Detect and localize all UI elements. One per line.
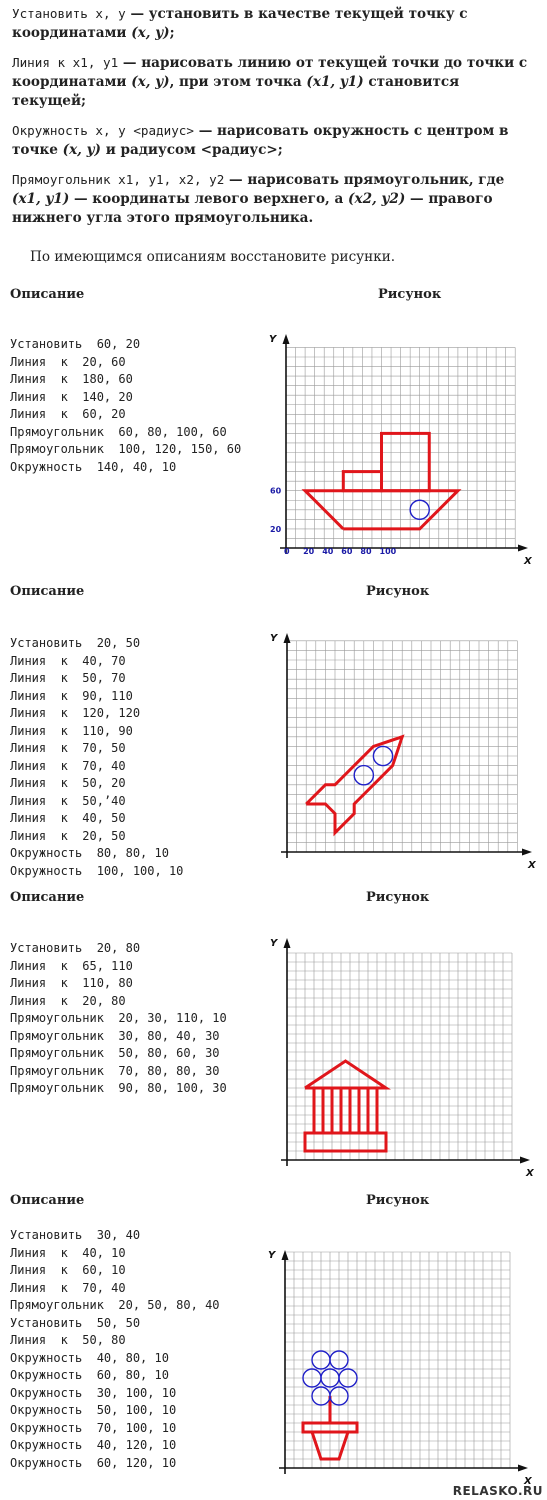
command-line: Линия к 20, 80 (10, 993, 126, 1008)
y-axis-label: Y (270, 633, 278, 644)
command-line: Линия к 60, 10 (10, 1263, 126, 1277)
command-line: Прямоугольник 90, 80, 100, 30 (10, 1081, 227, 1095)
definition-command: Линия к x1, y1 (12, 55, 119, 70)
x-tick-label: 80 (360, 547, 372, 556)
definition-text: — нарисовать прямоугольник, где (224, 172, 505, 188)
command-line: Прямоугольник 100, 120, 150, 60 (10, 442, 242, 456)
y-tick-label: 60 (270, 486, 282, 496)
header-picture-2: Рисунок (366, 584, 430, 599)
definition-text: — правого нижнего угла этого прямоугольника. (12, 191, 493, 226)
command-line: Линия к 140, 20 (10, 389, 133, 404)
command-line: Линия к 65, 110 (10, 958, 133, 973)
definition-text: (x2, y2) (348, 191, 406, 207)
x-axis-label: X (524, 1476, 532, 1487)
command-line: Линия к 110, 90 (10, 723, 133, 738)
header-description-3: Описание (10, 890, 85, 905)
header-picture-4: Рисунок (366, 1193, 430, 1208)
definition-text: — нарисовать линию от текущей точки до точки с координатами (12, 55, 528, 90)
command-line: Окружность 60, 120, 10 (10, 1455, 177, 1470)
command-line: Линия к 180, 60 (10, 372, 133, 386)
definition-text: — координаты левого верхнего, а (69, 191, 349, 207)
x-tick-label: 60 (341, 547, 353, 556)
command-line: Окружность 100, 100, 10 (10, 863, 184, 878)
header-description-1: Описание (10, 287, 85, 302)
header-picture-3: Рисунок (366, 890, 430, 905)
definition-text: (x, y) (131, 74, 170, 90)
command-line: Прямоугольник 30, 80, 40, 30 (10, 1028, 220, 1043)
command-line: Окружность 40, 80, 10 (10, 1350, 169, 1365)
command-line: Установить 30, 40 (10, 1228, 141, 1242)
x-tick-label: 0 (284, 547, 290, 556)
definition-text: становится текущей; (12, 74, 460, 109)
command-line: Линия к 40, 50 (10, 811, 126, 825)
header-description-4: Описание (10, 1193, 85, 1208)
definition-command: Окружность x, y <радиус> (12, 123, 194, 138)
definition-text: — установить в качестве текущей точку с координатами (12, 6, 468, 41)
command-line: Линия к 120, 120 (10, 706, 141, 720)
y-tick-label: 20 (270, 524, 282, 534)
y-axis-arrow (282, 1250, 289, 1260)
command-line: Линия к 70, 50 (10, 741, 126, 755)
command-line: Прямоугольник 60, 80, 100, 60 (10, 424, 227, 439)
definition-command: Установить x, y (12, 6, 126, 21)
header-description-2: Описание (10, 584, 85, 599)
command-line: Линия к 60, 20 (10, 407, 126, 421)
command-line: Линия к 70, 40 (10, 758, 126, 773)
x-axis-label: X (526, 1168, 534, 1179)
task-text: По имеющимся описаниям восстановите рисунки. (30, 249, 396, 265)
header-picture-1: Рисунок (378, 287, 442, 302)
x-tick-label: 100 (379, 547, 397, 556)
command-line: Линия к 50, 20 (10, 776, 126, 790)
grid (285, 1252, 510, 1468)
command-line: Прямоугольник 70, 80, 80, 30 (10, 1063, 220, 1078)
watermark: RELASKO.RU (452, 1484, 543, 1498)
command-line: Прямоугольник 20, 30, 110, 10 (10, 1011, 227, 1025)
definition-text: (x1, y1) (306, 74, 364, 90)
command-line: Окружность 30, 100, 10 (10, 1385, 177, 1400)
command-line: Установить 20, 50 (10, 636, 141, 650)
command-line: Окружность 80, 80, 10 (10, 846, 169, 860)
definition-text: (x, y) (131, 25, 170, 41)
command-line: Линия к 40, 10 (10, 1245, 126, 1260)
command-line: Линия к 90, 110 (10, 688, 133, 703)
command-line: Линия к 50, 70 (10, 671, 126, 685)
definition-text: , при этом точка (169, 74, 307, 90)
definition-text: и радиусом <радиус>; (100, 142, 283, 158)
command-line: Окружность 60, 80, 10 (10, 1368, 169, 1382)
definition-text: (x, y) (62, 142, 101, 158)
command-line: Установить 50, 50 (10, 1315, 141, 1330)
command-line: Линия к 110, 80 (10, 976, 133, 990)
command-line: Установить 20, 80 (10, 941, 141, 955)
command-line: Окружность 140, 40, 10 (10, 459, 177, 474)
y-axis-label: Y (268, 1250, 276, 1261)
x-axis-arrow (518, 1465, 528, 1472)
command-line: Линия к 70, 40 (10, 1280, 126, 1295)
command-line: Линия к 40, 70 (10, 653, 126, 668)
definition-text: (x1, y1) (12, 191, 70, 207)
command-line: Линия к 50, 80 (10, 1333, 126, 1347)
x-axis-label: X (528, 860, 536, 871)
command-line: Окружность 70, 100, 10 (10, 1420, 177, 1435)
definition-command: Прямоугольник x1, y1, x2, y2 (12, 172, 225, 187)
definition-text: ; (169, 25, 175, 41)
command-line: Окружность 40, 120, 10 (10, 1438, 177, 1452)
x-tick-label: 40 (322, 547, 334, 556)
command-line: Линия к 20, 60 (10, 354, 126, 369)
command-line: Прямоугольник 50, 80, 60, 30 (10, 1046, 220, 1060)
x-axis-label: X (524, 556, 532, 567)
x-tick-label: 20 (303, 547, 315, 556)
command-line: Линия к 20, 50 (10, 828, 126, 843)
command-line: Установить 60, 20 (10, 337, 141, 351)
y-axis-label: Y (270, 938, 278, 949)
definition-text: — нарисовать окружность с центром в точке (12, 123, 509, 158)
command-line: Линия к 50,’40 (10, 793, 126, 808)
command-line: Прямоугольник 20, 50, 80, 40 (10, 1298, 220, 1312)
y-axis-label: Y (269, 334, 277, 345)
command-line: Окружность 50, 100, 10 (10, 1403, 177, 1417)
